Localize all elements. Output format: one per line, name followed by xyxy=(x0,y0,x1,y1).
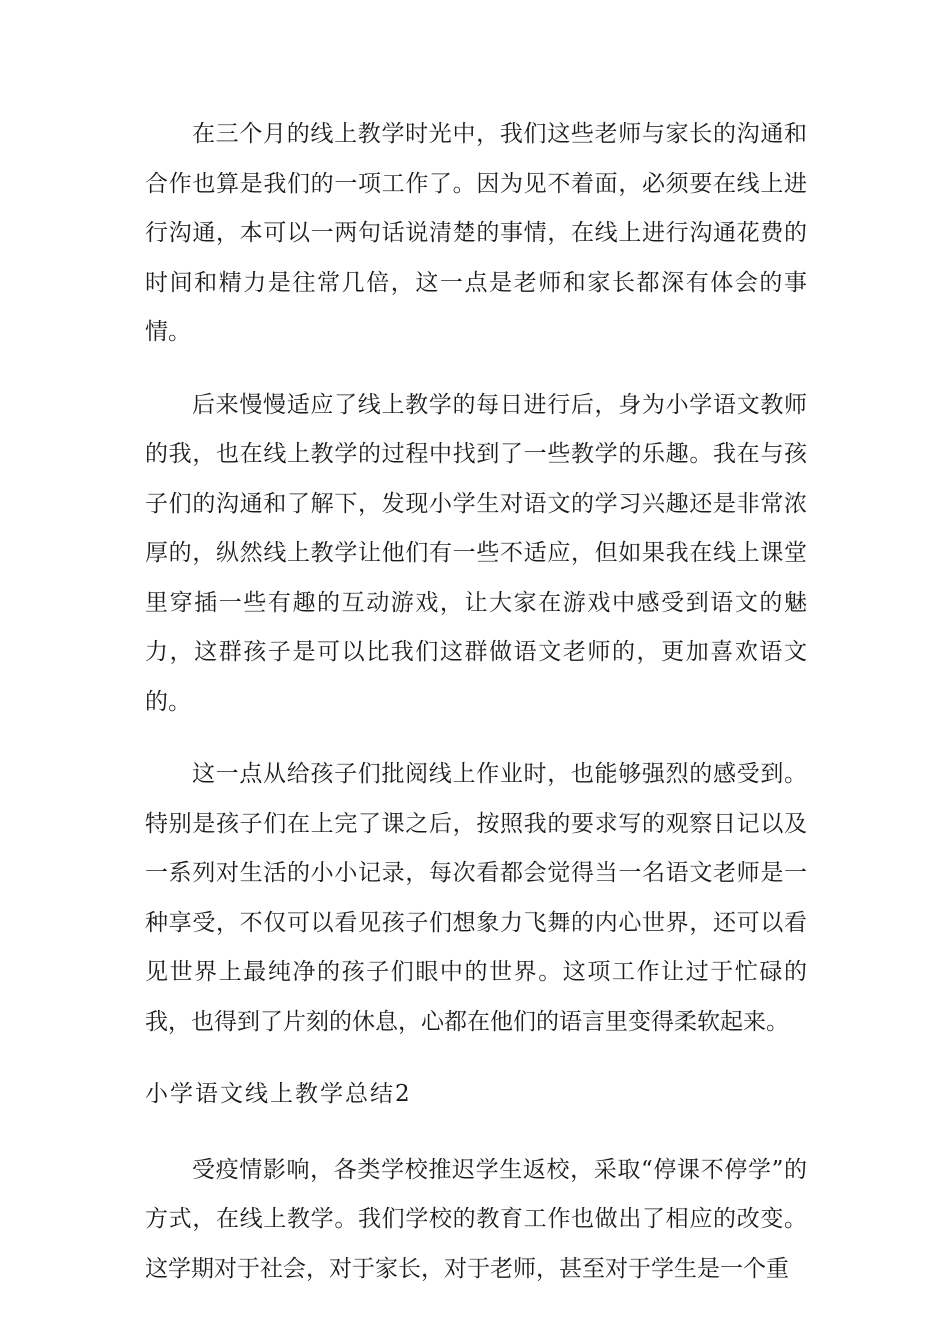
paragraph-homework-review: 这一点从给孩子们批阅线上作业时，也能够强烈的感受到。特别是孩子们在上完了课之后，按照我的要求写的观察日记以及一系列对生活的小小记录，每次看都会觉得当一名语文老师是一种享受，不仅可以看见孩子们想象力飞舞的内心世界，还可以看见世界上最纯净的孩子们眼中的世界。这项工作让过于忙碌的我，也得到了片刻的休息，心都在他们的语言里变得柔软起来。 xyxy=(145,761,807,1035)
document-body xyxy=(145,110,807,1317)
section-heading: 小学语文线上教学总结2 xyxy=(145,1081,412,1107)
paragraph-epidemic-intro: 受疫情影响，各类学校推迟学生返校，采取“停课不停学”的方式，在线上教学。我们学校的教育工作也做出了相应的改变。这学期对于社会，对于家长，对于老师，甚至对于学生是一个重 xyxy=(145,1156,807,1282)
paragraph-parent-communication: 在三个月的线上教学时光中，我们这些老师与家长的沟通和合作也算是我们的一项工作了。因为见不着面，必须要在线上进行沟通，本可以一两句话说清楚的事情，在线上进行沟通花费的时间和精力是往常几倍，这一点是老师和家长都深有体会的事情。 xyxy=(145,121,807,345)
paragraph-teaching-fun: 后来慢慢适应了线上教学的每日进行后，身为小学语文教师的我，也在线上教学的过程中找到了一些教学的乐趣。我在与孩子们的沟通和了解下，发现小学生对语文的学习兴趣还是非常浓厚的，纵然线上教学让他们有一些不适应，但如果我在线上课堂里穿插一些有趣的互动游戏，让大家在游戏中感受到语文的魅力，这群孩子是可以比我们这群做语文老师的，更加喜欢语文的。 xyxy=(145,391,807,715)
